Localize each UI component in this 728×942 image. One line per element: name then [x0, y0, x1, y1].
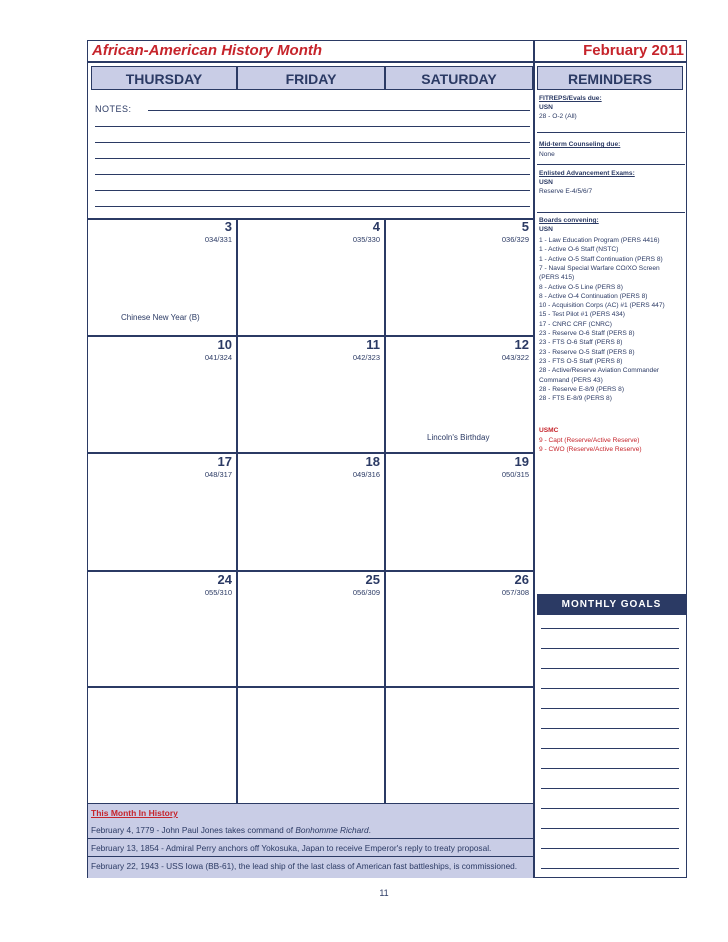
page-frame	[87, 40, 687, 878]
reminder-item: 8 - Active O-5 Line (PERS 8)	[539, 283, 623, 291]
day-of-year: 057/308	[501, 588, 529, 597]
history-item	[91, 825, 371, 835]
day-number: 11	[366, 337, 380, 352]
reminder-item: None	[539, 151, 555, 158]
reminder-item: 10 - Acquisition Corps (AC) #1 (PERS 447)	[539, 302, 665, 310]
day-number: 24	[217, 572, 232, 587]
reminder-item: 23 - FTS O-5 Staff (PERS 8)	[539, 357, 623, 365]
history-title: This Month In History	[91, 808, 178, 818]
reminder-item: 9 - Capt (Reserve/Active Reserve)	[539, 436, 640, 444]
day-of-year: 056/309	[352, 588, 380, 597]
reminder-item: Command (PERS 43)	[539, 376, 603, 384]
reminder-heading: Enlisted Advancement Exams:	[539, 170, 635, 177]
reminder-item: 23 - Reserve O-5 Staff (PERS 8)	[539, 348, 635, 356]
day-header-reminders: REMINDERS	[537, 66, 683, 90]
history-separator	[88, 856, 533, 857]
reminder-separator	[537, 212, 685, 213]
column-rule	[384, 218, 386, 803]
history-item-ship: Bonhomme Richard	[295, 825, 369, 835]
day-number: 5	[521, 219, 529, 234]
day-number: 12	[514, 337, 529, 352]
reminder-item: 23 - Reserve O-6 Staff (PERS 8)	[539, 330, 635, 337]
day-of-year: 041/324	[204, 353, 232, 362]
day-of-year: 055/310	[204, 588, 232, 597]
reminder-heading: FITREPS/Evals due:	[539, 95, 602, 102]
reminder-item: 8 - Active O-4 Continuation (PERS 8)	[539, 292, 648, 300]
history-separator	[88, 838, 533, 839]
day-number: 18	[365, 454, 380, 469]
day-header-saturday: SATURDAY	[385, 66, 533, 90]
goal-line	[541, 688, 679, 689]
notes-line	[95, 126, 530, 127]
day-number: 17	[217, 454, 232, 469]
goal-line	[541, 628, 679, 629]
reminder-item: (PERS 415)	[539, 274, 575, 282]
notes-line	[95, 190, 530, 191]
history-item-text: February 4, 1779 - John Paul Jones takes command of	[91, 825, 296, 835]
day-header-thursday: THURSDAY	[91, 66, 237, 90]
reminder-branch: USN	[539, 104, 553, 111]
reminder-item: 1 - Active O-6 Staff (NSTC)	[539, 246, 619, 254]
reminder-heading: Boards convening:	[539, 217, 599, 224]
reminder-branch: USN	[539, 226, 553, 233]
reminder-separator	[537, 164, 685, 165]
notes-line	[95, 174, 530, 175]
week-rule	[88, 218, 533, 220]
goal-line	[541, 788, 679, 789]
reminder-branch: USN	[539, 179, 553, 186]
day-number: 3	[224, 219, 232, 234]
day-number: 26	[514, 572, 529, 587]
goal-line	[541, 868, 679, 869]
week-rule	[88, 686, 533, 688]
goal-line	[541, 808, 679, 809]
reminder-item: 15 - Test Pilot #1 (PERS 434)	[539, 311, 626, 319]
notes-line	[95, 142, 530, 143]
day-number: 25	[365, 572, 380, 587]
month-label: February 2011	[583, 42, 684, 59]
history-item: February 13, 1854 - Admiral Perry anchors off Yokosuka, Japan to receive Emperor's reply to treaty proposal.	[91, 843, 492, 853]
header-rule	[88, 61, 686, 63]
reminder-item: 7 - Naval Special Warfare CO/XO Screen	[539, 264, 660, 272]
notes-line	[95, 206, 530, 207]
day-of-year: 043/322	[501, 353, 529, 362]
reminder-item: 9 - CWO (Reserve/Active Reserve)	[539, 446, 642, 453]
day-of-year: 035/330	[352, 235, 380, 244]
notes-label: NOTES:	[95, 104, 132, 114]
goal-line	[541, 708, 679, 709]
day-of-year: 050/315	[501, 470, 529, 479]
reminder-heading: Mid-term Counseling due:	[539, 141, 621, 148]
goal-line	[541, 768, 679, 769]
reminder-item: 23 - FTS O-6 Staff (PERS 8)	[539, 339, 623, 347]
page-title: African-American History Month	[92, 42, 323, 59]
notes-line	[95, 158, 530, 159]
reminder-item: Reserve E-4/5/6/7	[539, 188, 593, 195]
reminder-item: 28 - Reserve E-8/9 (PERS 8)	[539, 385, 625, 393]
reminder-separator	[537, 132, 685, 133]
history-item: February 22, 1943 - USS Iowa (BB-61), the lead ship of the last class of American fast battleships, is commissioned.	[91, 861, 518, 871]
day-header-friday: FRIDAY	[237, 66, 385, 90]
day-of-year: 034/331	[204, 235, 232, 244]
reminder-item: 28 - O-2 (All)	[539, 113, 577, 120]
day-of-year: 049/316	[352, 470, 380, 479]
reminder-item: 1 - Active O-5 Staff Continuation (PERS 8)	[539, 255, 663, 263]
day-number: 4	[372, 219, 380, 234]
week-rule	[88, 570, 533, 572]
goal-line	[541, 648, 679, 649]
calendar-event: Lincoln's Birthday	[427, 433, 490, 442]
day-number: 10	[217, 337, 232, 352]
reminder-item: 17 - CNRC CRF (CNRC)	[539, 320, 612, 328]
notes-line	[148, 110, 530, 111]
week-rule	[88, 335, 533, 337]
column-rule	[236, 218, 238, 803]
reminder-item: 28 - Active/Reserve Aviation Commander	[539, 367, 660, 375]
goal-line	[541, 668, 679, 669]
calendar-event: Chinese New Year (B)	[121, 313, 200, 322]
day-of-year: 048/317	[204, 470, 232, 479]
week-rule	[88, 452, 533, 454]
goal-line	[541, 828, 679, 829]
history-item-tail: .	[368, 825, 371, 835]
reminder-item: 1 - Law Education Program (PERS 4416)	[539, 237, 660, 244]
monthly-goals-header: MONTHLY GOALS	[537, 594, 686, 615]
goal-line	[541, 848, 679, 849]
day-of-year: 042/323	[352, 353, 380, 362]
goal-line	[541, 748, 679, 749]
goal-line	[541, 728, 679, 729]
day-number: 19	[514, 454, 529, 469]
day-of-year: 036/329	[501, 235, 529, 244]
reminder-item: 28 - FTS E-8/9 (PERS 8)	[539, 395, 612, 403]
column-rule	[533, 40, 535, 878]
reminder-branch: USMC	[539, 427, 559, 434]
page-number: 11	[379, 888, 389, 898]
